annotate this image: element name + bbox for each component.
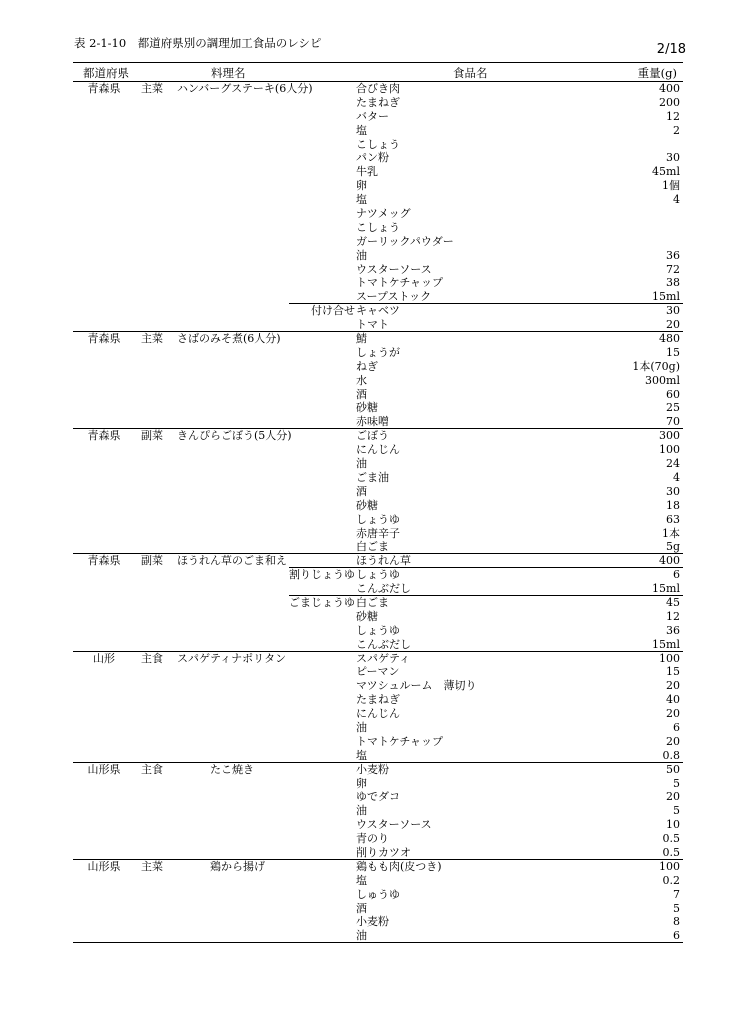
table-row xyxy=(73,346,683,360)
table-row xyxy=(73,846,683,860)
table-row xyxy=(73,388,683,402)
weight-cell: 30 xyxy=(666,304,680,318)
ingredient-cell: 酒 xyxy=(356,484,367,498)
ingredient-cell: 青のり xyxy=(356,832,389,846)
ingredient-cell: しょうゆ xyxy=(356,623,400,637)
ingredient-cell: パン粉 xyxy=(356,151,389,165)
dish-name-cell: きんぴらごぼう(5人分) xyxy=(177,429,292,443)
weight-cell: 1本 xyxy=(662,526,680,540)
document-title: 表 2-1-10 都道府県別の調理加工食品のレシピ xyxy=(74,36,322,50)
ingredient-cell: 油 xyxy=(356,720,367,734)
table-row xyxy=(73,110,683,124)
table-row xyxy=(73,568,683,582)
ingredient-cell: しょうゆ xyxy=(356,568,400,582)
column-header-ingredient: 食品名 xyxy=(453,66,488,80)
weight-cell: 36 xyxy=(666,248,680,262)
ingredient-cell: しょうゆ xyxy=(356,512,400,526)
weight-cell: 20 xyxy=(666,734,680,748)
weight-cell: 15ml xyxy=(652,637,680,651)
weight-cell: 15 xyxy=(666,345,680,359)
weight-cell: 70 xyxy=(666,415,680,429)
ingredient-cell: 油 xyxy=(356,804,367,818)
weight-cell: 15ml xyxy=(652,290,680,304)
ingredient-cell: バター xyxy=(356,109,389,123)
table-row xyxy=(73,304,683,318)
ingredient-cell: ほうれん草 xyxy=(356,554,411,568)
table-row xyxy=(73,665,683,679)
dish-name-cell: たこ焼き xyxy=(177,762,254,776)
prefecture-cell: 山形県 xyxy=(87,859,121,873)
table-row xyxy=(73,818,683,832)
weight-cell: 45 xyxy=(666,595,680,609)
ingredient-cell: 砂糖 xyxy=(356,401,378,415)
table-row xyxy=(73,693,683,707)
weight-cell: 6 xyxy=(673,568,680,582)
ingredient-cell: 塩 xyxy=(356,748,367,762)
table-row xyxy=(73,263,683,277)
table-row xyxy=(73,707,683,721)
table-row xyxy=(73,290,683,304)
weight-cell: 0.2 xyxy=(662,873,680,887)
weight-cell: 0.5 xyxy=(662,845,680,859)
category-cell: 副菜 xyxy=(141,429,163,443)
column-header-prefecture: 都道府県 xyxy=(83,66,129,80)
table-row xyxy=(73,832,683,846)
prefecture-cell: 青森県 xyxy=(87,332,121,346)
ingredient-cell: ねぎ xyxy=(356,359,378,373)
ingredient-cell: 小麦粉 xyxy=(356,762,389,776)
weight-cell: 63 xyxy=(666,512,680,526)
ingredient-cell: 牛乳 xyxy=(356,165,378,179)
category-cell: 主菜 xyxy=(141,82,163,95)
weight-cell: 7 xyxy=(673,887,680,901)
ingredient-cell: ウスターソース xyxy=(356,818,432,832)
column-header-dish: 料理名 xyxy=(211,66,246,80)
ingredient-cell: ごま油 xyxy=(356,470,389,484)
weight-cell: 100 xyxy=(659,859,680,873)
table-row xyxy=(73,82,683,96)
row-divider xyxy=(73,942,683,943)
table-row xyxy=(73,513,683,527)
table-row xyxy=(73,374,683,388)
table-row xyxy=(73,193,683,207)
ingredient-cell: ナツメッグ xyxy=(356,207,411,221)
table-row xyxy=(73,527,683,541)
weight-cell: 15ml xyxy=(652,582,680,596)
ingredient-cell: トマト xyxy=(356,318,389,332)
prefecture-cell: 青森県 xyxy=(87,82,121,95)
weight-cell: 24 xyxy=(666,457,680,471)
weight-cell: 12 xyxy=(666,609,680,623)
table-row xyxy=(73,860,683,874)
column-header-weight: 重量(g) xyxy=(637,66,677,80)
recipe-table xyxy=(73,62,683,943)
table-row xyxy=(73,179,683,193)
weight-cell: 100 xyxy=(659,651,680,665)
ingredient-cell: 赤唐辛子 xyxy=(356,526,400,540)
table-row xyxy=(73,415,683,429)
ingredient-cell: 赤味噌 xyxy=(356,415,389,429)
table-row xyxy=(73,915,683,929)
table-row xyxy=(73,721,683,735)
table-row xyxy=(73,777,683,791)
table-row xyxy=(73,582,683,596)
ingredient-cell: こんぶだし xyxy=(356,637,411,651)
table-row xyxy=(73,929,683,943)
table-row xyxy=(73,276,683,290)
weight-cell: 20 xyxy=(666,679,680,693)
weight-cell: 480 xyxy=(659,332,680,346)
table-row xyxy=(73,610,683,624)
table-row xyxy=(73,332,683,346)
category-cell: 副菜 xyxy=(141,554,163,568)
table-row xyxy=(73,221,683,235)
ingredient-cell: ごぼう xyxy=(356,429,389,443)
ingredient-cell: 塩 xyxy=(356,873,367,887)
weight-cell: 6 xyxy=(673,929,680,943)
weight-cell: 1本(70g) xyxy=(632,359,680,373)
ingredient-cell: スープストック xyxy=(356,290,432,304)
weight-cell: 15 xyxy=(666,665,680,679)
weight-cell: 0.8 xyxy=(662,748,680,762)
ingredient-cell: マツシュルーム 薄切り xyxy=(356,679,477,693)
table-row xyxy=(73,471,683,485)
ingredient-cell: トマトケチャップ xyxy=(356,734,444,748)
table-row xyxy=(73,429,683,443)
dish-name-cell: ハンバーグステーキ(6人分) xyxy=(177,82,313,95)
weight-cell: 18 xyxy=(666,498,680,512)
weight-cell: 4 xyxy=(673,470,680,484)
weight-cell: 20 xyxy=(666,318,680,332)
weight-cell: 0.5 xyxy=(662,832,680,846)
table-row xyxy=(73,249,683,263)
ingredient-cell: こしょう xyxy=(356,220,400,234)
weight-cell: 200 xyxy=(659,95,680,109)
weight-cell: 45ml xyxy=(652,165,680,179)
weight-cell: 50 xyxy=(666,762,680,776)
weight-cell: 20 xyxy=(666,707,680,721)
prefecture-cell: 山形県 xyxy=(87,762,121,776)
ingredient-cell: 合びき肉 xyxy=(356,82,400,95)
ingredient-cell: ガーリックパウダー xyxy=(356,234,454,248)
ingredient-cell: 塩 xyxy=(356,193,367,207)
weight-cell: 400 xyxy=(659,554,680,568)
ingredient-cell: スパゲティ xyxy=(356,651,411,665)
ingredient-cell: ウスターソース xyxy=(356,262,432,276)
weight-cell: 8 xyxy=(673,915,680,929)
weight-cell: 4 xyxy=(673,193,680,207)
table-row xyxy=(73,652,683,666)
category-cell: 主菜 xyxy=(141,332,163,346)
ingredient-cell: ゆでダコ xyxy=(356,790,400,804)
table-row xyxy=(73,96,683,110)
ingredient-cell: 卵 xyxy=(356,179,367,193)
table-body xyxy=(73,82,683,943)
table-row xyxy=(73,804,683,818)
subgroup-label: ごまじょうゆ xyxy=(289,595,355,609)
weight-cell: 38 xyxy=(666,276,680,290)
table-row xyxy=(73,749,683,763)
ingredient-cell: たまねぎ xyxy=(356,95,400,109)
weight-cell: 1個 xyxy=(662,179,680,193)
table-row xyxy=(73,207,683,221)
table-row xyxy=(73,401,683,415)
ingredient-cell: 白ごま xyxy=(356,540,389,554)
ingredient-cell: 酒 xyxy=(356,901,367,915)
table-row xyxy=(73,151,683,165)
dish-name-cell: スパゲティナポリタン xyxy=(177,651,287,665)
dish-name-cell: ほうれん草のごま和え xyxy=(177,554,287,568)
dish-name-cell: 鶏から揚げ xyxy=(177,859,265,873)
table-row xyxy=(73,124,683,138)
table-row xyxy=(73,138,683,152)
table-row xyxy=(73,596,683,610)
weight-cell: 40 xyxy=(666,693,680,707)
table-header xyxy=(73,62,683,82)
weight-cell: 6 xyxy=(673,720,680,734)
prefecture-cell: 山形 xyxy=(93,651,115,665)
table-row xyxy=(73,360,683,374)
ingredient-cell: しゅうゆ xyxy=(356,887,400,901)
ingredient-cell: 砂糖 xyxy=(356,498,378,512)
weight-cell: 400 xyxy=(659,82,680,95)
weight-cell: 30 xyxy=(666,151,680,165)
category-cell: 主菜 xyxy=(141,859,163,873)
table-row xyxy=(73,165,683,179)
table-row xyxy=(73,902,683,916)
ingredient-cell: しょうが xyxy=(356,345,400,359)
ingredient-cell: 鯖 xyxy=(356,332,367,346)
prefecture-cell: 青森県 xyxy=(87,429,121,443)
ingredient-cell: 油 xyxy=(356,248,367,262)
ingredient-cell: 卵 xyxy=(356,776,367,790)
ingredient-cell: たまねぎ xyxy=(356,693,400,707)
ingredient-cell: ピーマン xyxy=(356,665,400,679)
weight-cell: 100 xyxy=(659,443,680,457)
ingredient-cell: にんじん xyxy=(356,707,400,721)
table-row xyxy=(73,457,683,471)
ingredient-cell: こんぶだし xyxy=(356,582,411,596)
weight-cell: 5 xyxy=(673,804,680,818)
ingredient-cell: 砂糖 xyxy=(356,609,378,623)
weight-cell: 5 xyxy=(673,901,680,915)
page-number: 2/18 xyxy=(656,42,686,57)
ingredient-cell: 塩 xyxy=(356,123,367,137)
table-row xyxy=(73,790,683,804)
table-row xyxy=(73,638,683,652)
subgroup-label: 付け合せ xyxy=(311,304,355,318)
table-row xyxy=(73,679,683,693)
ingredient-cell: 水 xyxy=(356,373,367,387)
category-cell: 主食 xyxy=(141,651,163,665)
weight-cell: 2 xyxy=(673,123,680,137)
weight-cell: 72 xyxy=(666,262,680,276)
table-row xyxy=(73,485,683,499)
category-cell: 主食 xyxy=(141,762,163,776)
ingredient-cell: キャベツ xyxy=(356,304,400,318)
ingredient-cell: 小麦粉 xyxy=(356,915,389,929)
dish-name-cell: さばのみそ煮(6人分) xyxy=(177,332,281,346)
weight-cell: 30 xyxy=(666,484,680,498)
weight-cell: 5 xyxy=(673,776,680,790)
weight-cell: 25 xyxy=(666,401,680,415)
prefecture-cell: 青森県 xyxy=(87,554,121,568)
weight-cell: 300 xyxy=(659,429,680,443)
table-row xyxy=(73,735,683,749)
ingredient-cell: にんじん xyxy=(356,443,400,457)
table-row xyxy=(73,624,683,638)
table-row xyxy=(73,540,683,554)
table-row xyxy=(73,888,683,902)
table-row xyxy=(73,443,683,457)
weight-cell: 36 xyxy=(666,623,680,637)
ingredient-cell: こしょう xyxy=(356,137,400,151)
weight-cell: 300ml xyxy=(645,373,680,387)
table-row xyxy=(73,554,683,568)
table-row xyxy=(73,763,683,777)
ingredient-cell: 鶏もも肉(皮つき) xyxy=(356,859,442,873)
subgroup-label: 割りじょうゆ xyxy=(289,568,355,582)
weight-cell: 10 xyxy=(666,818,680,832)
ingredient-cell: 削りカツオ xyxy=(356,845,411,859)
weight-cell: 20 xyxy=(666,790,680,804)
table-row xyxy=(73,499,683,513)
ingredient-cell: 酒 xyxy=(356,387,367,401)
table-row xyxy=(73,235,683,249)
ingredient-cell: 油 xyxy=(356,457,367,471)
ingredient-cell: 油 xyxy=(356,929,367,943)
weight-cell: 60 xyxy=(666,387,680,401)
weight-cell: 12 xyxy=(666,109,680,123)
ingredient-cell: 白ごま xyxy=(356,595,389,609)
ingredient-cell: トマトケチャップ xyxy=(356,276,444,290)
table-row xyxy=(73,318,683,332)
weight-cell: 5g xyxy=(665,540,680,554)
table-row xyxy=(73,874,683,888)
